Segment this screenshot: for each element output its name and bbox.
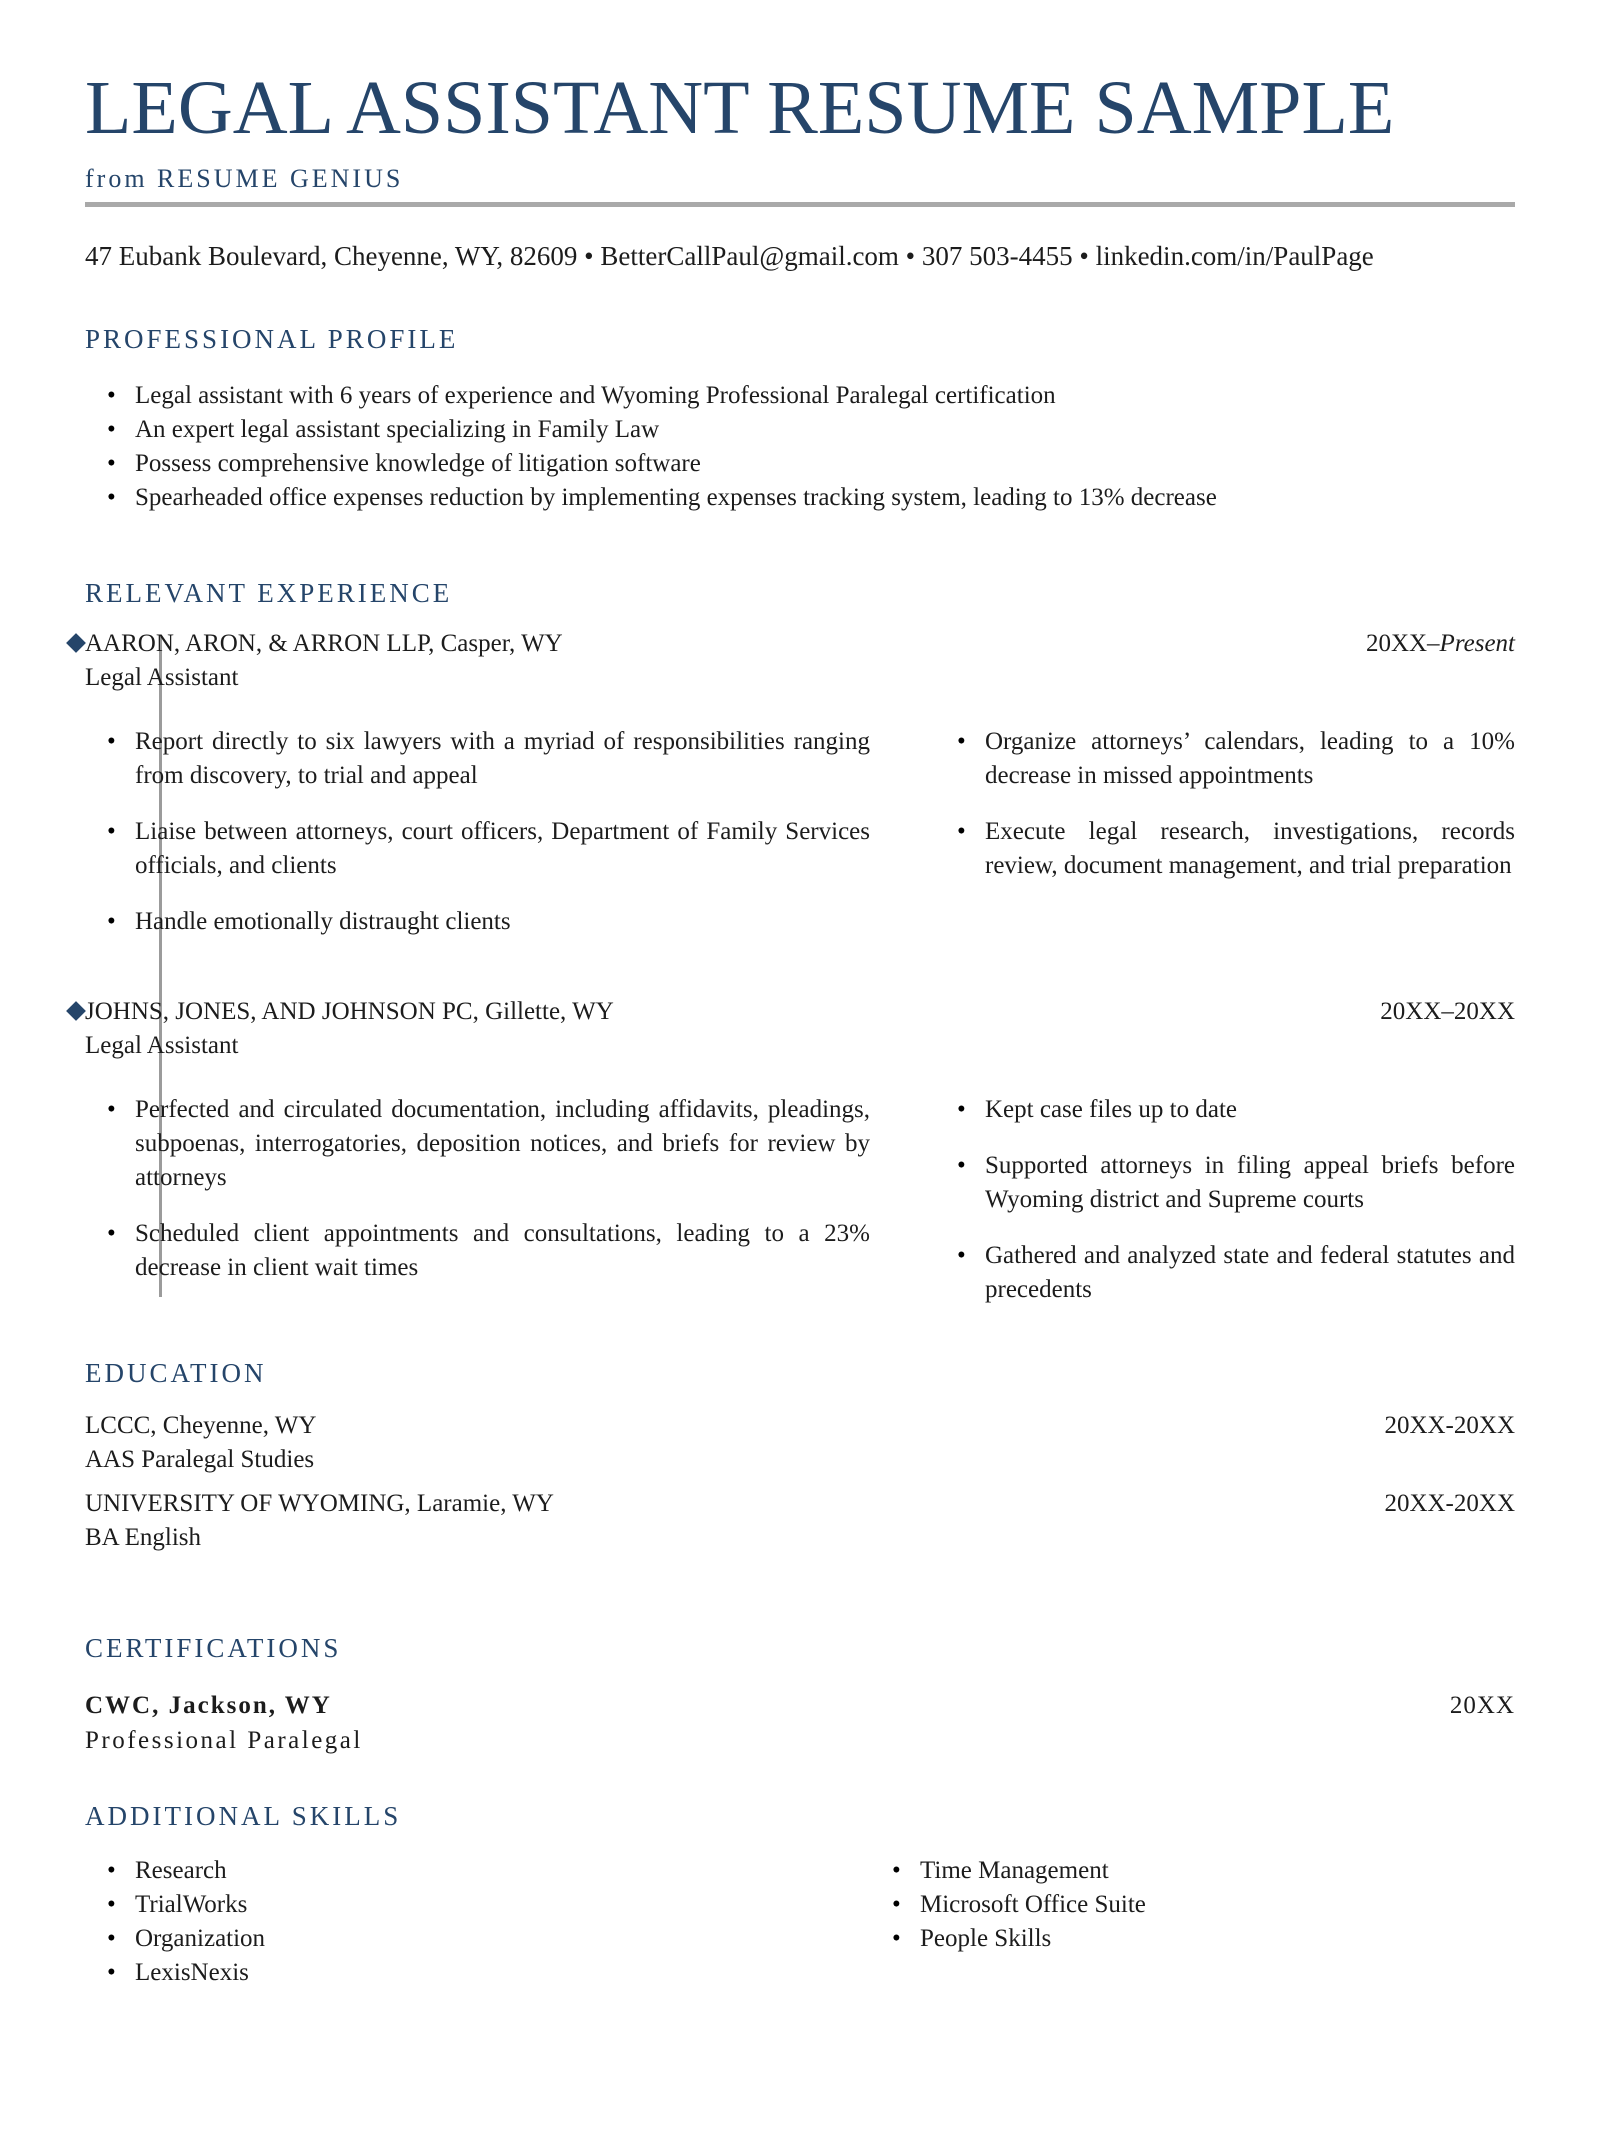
job-header <box>85 627 1515 661</box>
certification-entry-left <box>85 1688 363 1758</box>
skills-heading: ADDITIONAL SKILLS <box>85 1801 402 1831</box>
skill-text: Organization <box>135 1925 266 1952</box>
job-header <box>85 995 1515 1029</box>
education-entry <box>85 1487 1515 1555</box>
skill-item <box>870 1922 1515 1956</box>
profile-bullet <box>85 447 1515 481</box>
job-bullet-text: Handle emotionally distraught clients <box>135 908 511 935</box>
job-dates-start: 20XX– <box>1365 630 1440 657</box>
certification-entry <box>85 1688 1515 1758</box>
skill-item <box>85 1922 870 1956</box>
skill-item <box>870 1854 1515 1888</box>
skill-text: Research <box>135 1857 227 1884</box>
profile-bullet <box>85 413 1515 447</box>
job-bullet-text: Report directly to six lawyers with a myriad of responsibilities ranging from discovery, to trial and appeal <box>135 728 870 789</box>
degree: BA English <box>85 1524 201 1551</box>
job-bullet-text: Gathered and analyzed state and federal statutes and precedents <box>985 1242 1515 1303</box>
skill-text: Microsoft Office Suite <box>920 1891 1146 1918</box>
job-dates <box>1366 627 1515 661</box>
job-dates: 20XX–20XX <box>1380 998 1515 1025</box>
job-role: Legal Assistant <box>85 1032 239 1059</box>
profile-bullet-text: Spearheaded office expenses reduction by implementing expenses tracking system, leading to 13% decrease <box>135 484 1217 511</box>
job-bullet-text: Supported attorneys in filing appeal briefs before Wyoming district and Supreme courts <box>985 1152 1515 1213</box>
education-dates: 20XX-20XX <box>1384 1412 1515 1439</box>
job-bullet-text: Perfected and circulated documentation, including affidavits, pleadings, subpoenas, interrogatories, deposition notices, and briefs for review by attorneys <box>135 1096 870 1191</box>
job-bullet-text: Scheduled client appointments and consultations, leading to a 23% decrease in client wait times <box>135 1220 870 1281</box>
profile-bullet-text: Possess comprehensive knowledge of litigation software <box>135 450 701 477</box>
job-bullet-columns <box>85 1093 1515 1307</box>
job-bullet <box>85 905 870 939</box>
job-bullet <box>85 1217 870 1285</box>
job-bullet-text: Kept case files up to date <box>985 1096 1237 1123</box>
job-bullets-right <box>935 1093 1515 1307</box>
certification-dates: 20XX <box>1449 1692 1515 1719</box>
certification-name: CWC, Jackson, WY <box>85 1692 332 1719</box>
job-bullets-right <box>935 725 1515 939</box>
job-bullet <box>935 1149 1515 1217</box>
section-relevant-experience <box>85 575 1515 1307</box>
section-certifications <box>85 1630 1515 1758</box>
job-bullet <box>85 725 870 793</box>
profile-bullet-text: An expert legal assistant specializing in Family Law <box>135 416 660 443</box>
job-entry <box>85 627 1515 939</box>
skills-columns <box>85 1854 1515 1990</box>
education-entry-left <box>85 1487 554 1555</box>
certifications-heading: CERTIFICATIONS <box>85 1633 342 1663</box>
skill-text: TrialWorks <box>135 1891 248 1918</box>
profile-bullet <box>85 379 1515 413</box>
job-bullet-text: Execute legal research, investigations, records review, document management, and trial preparation <box>985 818 1515 879</box>
job-bullet-columns <box>85 725 1515 939</box>
job-bullet <box>85 1093 870 1195</box>
job-bullet-text: Organize attorneys’ calendars, leading to a 10% decrease in missed appointments <box>985 728 1515 789</box>
school-name: UNIVERSITY OF WYOMING, Laramie, WY <box>85 1490 554 1517</box>
degree: AAS Paralegal Studies <box>85 1446 315 1473</box>
skills-list-right <box>870 1854 1515 1990</box>
resume-page <box>0 66 1600 1990</box>
job-dates-present: Present <box>1439 630 1515 657</box>
resume-header <box>85 66 1515 273</box>
job-bullet <box>935 1239 1515 1307</box>
education-heading: EDUCATION <box>85 1358 267 1388</box>
skill-text: People Skills <box>920 1925 1052 1952</box>
job-bullet <box>935 725 1515 793</box>
brand-subtitle: from RESUME GENIUS <box>85 164 404 193</box>
skill-item <box>85 1956 870 1990</box>
profile-bullet-text: Legal assistant with 6 years of experience and Wyoming Professional Paralegal certification <box>135 382 1056 409</box>
job-bullets-left <box>85 1093 870 1307</box>
experience-heading: RELEVANT EXPERIENCE <box>85 578 453 608</box>
company-name: JOHNS, JONES, AND JOHNSON PC, Gillette, WY <box>85 998 614 1025</box>
profile-bullet-list <box>85 379 1515 515</box>
skill-item <box>870 1888 1515 1922</box>
job-bullet <box>85 815 870 883</box>
section-education <box>85 1355 1515 1555</box>
profile-bullet <box>85 481 1515 515</box>
job-bullet-text: Liaise between attorneys, court officers, Department of Family Services officials, and clients <box>135 818 870 879</box>
skill-item <box>85 1888 870 1922</box>
education-dates: 20XX-20XX <box>1384 1490 1515 1517</box>
contact-line: 47 Eubank Boulevard, Cheyenne, WY, 82609 • BetterCallPaul@gmail.com • 307 503-4455 • linkedin.com/in/PaulPage <box>85 241 1374 271</box>
section-additional-skills <box>85 1798 1515 1990</box>
education-entry <box>85 1409 1515 1477</box>
job-entry <box>85 995 1515 1307</box>
page-title: LEGAL ASSISTANT RESUME SAMPLE <box>85 66 1395 150</box>
profile-heading: PROFESSIONAL PROFILE <box>85 324 459 354</box>
skill-item <box>85 1854 870 1888</box>
company-name: AARON, ARON, & ARRON LLP, Casper, WY <box>85 630 563 657</box>
skills-list-left <box>85 1854 870 1990</box>
header-divider <box>85 202 1515 207</box>
job-role: Legal Assistant <box>85 664 239 691</box>
education-entry-left <box>85 1409 316 1477</box>
school-name: LCCC, Cheyenne, WY <box>85 1412 317 1439</box>
certification-detail: Professional Paralegal <box>85 1727 363 1754</box>
job-bullet <box>935 1093 1515 1127</box>
skill-text: LexisNexis <box>135 1959 249 1986</box>
job-bullet <box>935 815 1515 883</box>
job-bullets-left <box>85 725 870 939</box>
skill-text: Time Management <box>920 1857 1109 1884</box>
section-professional-profile <box>85 321 1515 515</box>
